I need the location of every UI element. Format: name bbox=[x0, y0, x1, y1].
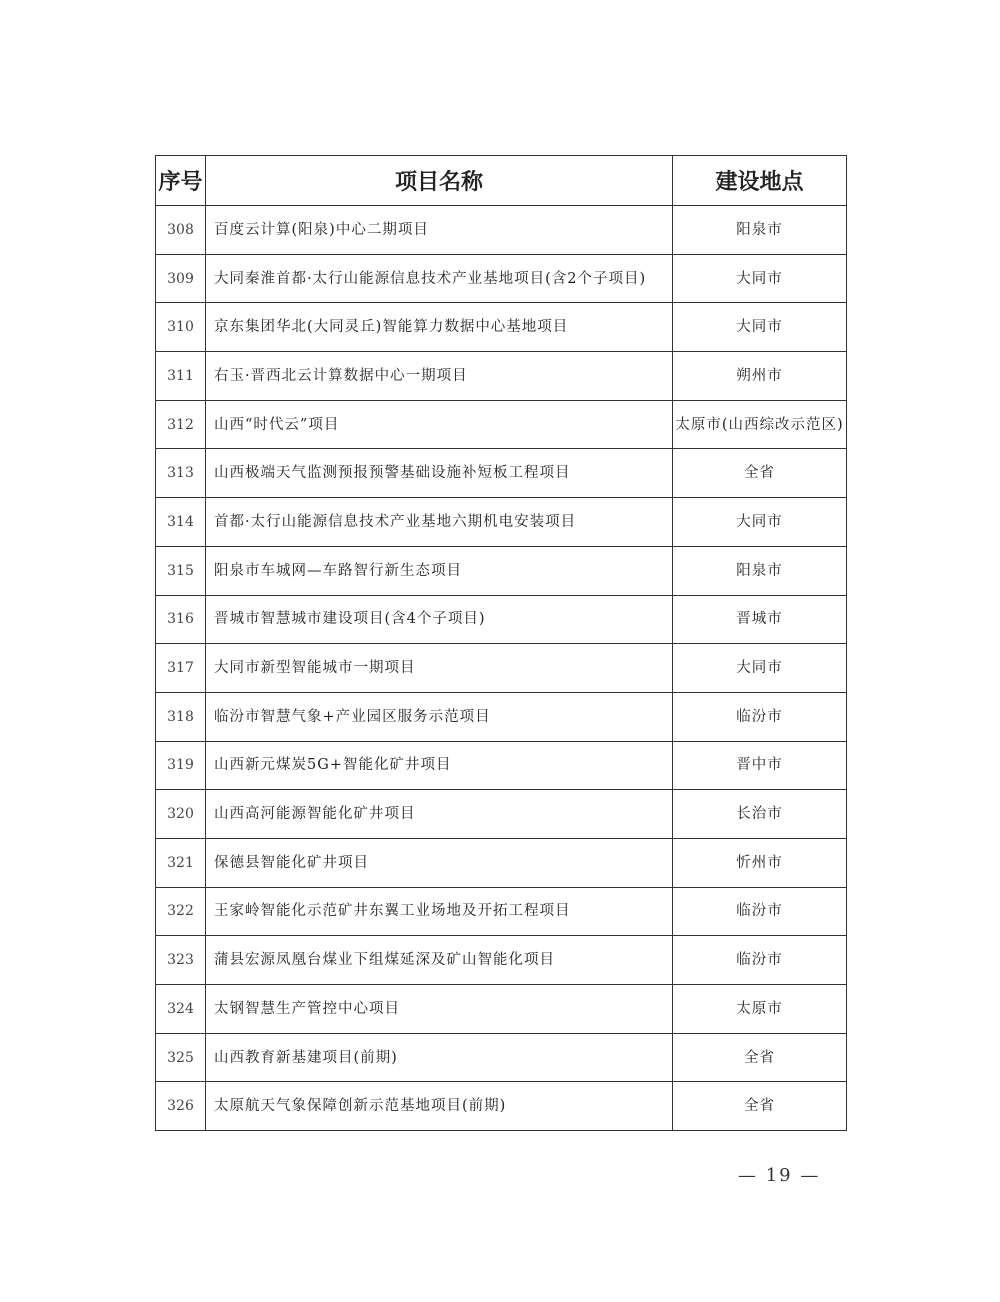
table-row bbox=[156, 985, 847, 1034]
row-location: 全省 bbox=[673, 449, 847, 498]
table-row bbox=[156, 254, 847, 303]
row-location: 临汾市 bbox=[673, 692, 847, 741]
row-location: 大同市 bbox=[673, 644, 847, 693]
row-location: 全省 bbox=[673, 1082, 847, 1131]
row-project-name: 大同秦淮首都·太行山能源信息技术产业基地项目(含2个子项目) bbox=[206, 254, 673, 303]
row-project-name: 山西高河能源智能化矿井项目 bbox=[206, 790, 673, 839]
row-project-name: 右玉·晋西北云计算数据中心一期项目 bbox=[206, 352, 673, 401]
row-project-name: 首都·太行山能源信息技术产业基地六期机电安装项目 bbox=[206, 498, 673, 547]
table-row bbox=[156, 303, 847, 352]
table-row bbox=[156, 692, 847, 741]
table-row bbox=[156, 352, 847, 401]
row-number: 312 bbox=[156, 400, 206, 449]
row-number: 309 bbox=[156, 254, 206, 303]
page-number: — 19 — bbox=[738, 1165, 821, 1186]
header-number: 序号 bbox=[156, 156, 206, 206]
table-row bbox=[156, 400, 847, 449]
row-number: 317 bbox=[156, 644, 206, 693]
row-project-name: 临汾市智慧气象+产业园区服务示范项目 bbox=[206, 692, 673, 741]
row-location: 晋中市 bbox=[673, 741, 847, 790]
table-row bbox=[156, 838, 847, 887]
row-number: 311 bbox=[156, 352, 206, 401]
table-row bbox=[156, 1033, 847, 1082]
row-location: 阳泉市 bbox=[673, 546, 847, 595]
row-project-name: 太钢智慧生产管控中心项目 bbox=[206, 985, 673, 1034]
row-location: 晋城市 bbox=[673, 595, 847, 644]
row-project-name: 蒲县宏源凤凰台煤业下组煤延深及矿山智能化项目 bbox=[206, 936, 673, 985]
row-project-name: 百度云计算(阳泉)中心二期项目 bbox=[206, 206, 673, 255]
row-location: 太原市(山西综改示范区) bbox=[673, 400, 847, 449]
row-project-name: 山西极端天气监测预报预警基础设施补短板工程项目 bbox=[206, 449, 673, 498]
row-location: 全省 bbox=[673, 1033, 847, 1082]
row-number: 325 bbox=[156, 1033, 206, 1082]
table-row bbox=[156, 1082, 847, 1131]
row-project-name: 晋城市智慧城市建设项目(含4个子项目) bbox=[206, 595, 673, 644]
table-row bbox=[156, 936, 847, 985]
row-number: 316 bbox=[156, 595, 206, 644]
header-location: 建设地点 bbox=[673, 156, 847, 206]
row-number: 315 bbox=[156, 546, 206, 595]
project-table bbox=[155, 155, 847, 1131]
table-row bbox=[156, 449, 847, 498]
row-location: 临汾市 bbox=[673, 936, 847, 985]
row-number: 313 bbox=[156, 449, 206, 498]
table-row bbox=[156, 206, 847, 255]
row-location: 太原市 bbox=[673, 985, 847, 1034]
row-project-name: 阳泉市车城网—车路智行新生态项目 bbox=[206, 546, 673, 595]
row-number: 319 bbox=[156, 741, 206, 790]
row-number: 321 bbox=[156, 838, 206, 887]
row-number: 322 bbox=[156, 887, 206, 936]
row-location: 长治市 bbox=[673, 790, 847, 839]
row-number: 314 bbox=[156, 498, 206, 547]
table-row bbox=[156, 741, 847, 790]
row-project-name: 太原航天气象保障创新示范基地项目(前期) bbox=[206, 1082, 673, 1131]
row-number: 308 bbox=[156, 206, 206, 255]
row-project-name: 保德县智能化矿井项目 bbox=[206, 838, 673, 887]
row-location: 临汾市 bbox=[673, 887, 847, 936]
row-number: 326 bbox=[156, 1082, 206, 1131]
row-project-name: 大同市新型智能城市一期项目 bbox=[206, 644, 673, 693]
row-number: 320 bbox=[156, 790, 206, 839]
table-row bbox=[156, 887, 847, 936]
header-project-name: 项目名称 bbox=[206, 156, 673, 206]
row-project-name: 王家岭智能化示范矿井东翼工业场地及开拓工程项目 bbox=[206, 887, 673, 936]
table-header-row bbox=[156, 156, 847, 206]
row-number: 323 bbox=[156, 936, 206, 985]
table-row bbox=[156, 644, 847, 693]
row-number: 324 bbox=[156, 985, 206, 1034]
row-project-name: 京东集团华北(大同灵丘)智能算力数据中心基地项目 bbox=[206, 303, 673, 352]
row-location: 朔州市 bbox=[673, 352, 847, 401]
table-row bbox=[156, 595, 847, 644]
row-number: 310 bbox=[156, 303, 206, 352]
row-project-name: 山西“时代云”项目 bbox=[206, 400, 673, 449]
row-number: 318 bbox=[156, 692, 206, 741]
row-project-name: 山西教育新基建项目(前期) bbox=[206, 1033, 673, 1082]
row-project-name: 山西新元煤炭5G+智能化矿井项目 bbox=[206, 741, 673, 790]
table-row bbox=[156, 546, 847, 595]
row-location: 忻州市 bbox=[673, 838, 847, 887]
row-location: 大同市 bbox=[673, 303, 847, 352]
row-location: 阳泉市 bbox=[673, 206, 847, 255]
row-location: 大同市 bbox=[673, 498, 847, 547]
table-row bbox=[156, 790, 847, 839]
table-row bbox=[156, 498, 847, 547]
row-location: 大同市 bbox=[673, 254, 847, 303]
